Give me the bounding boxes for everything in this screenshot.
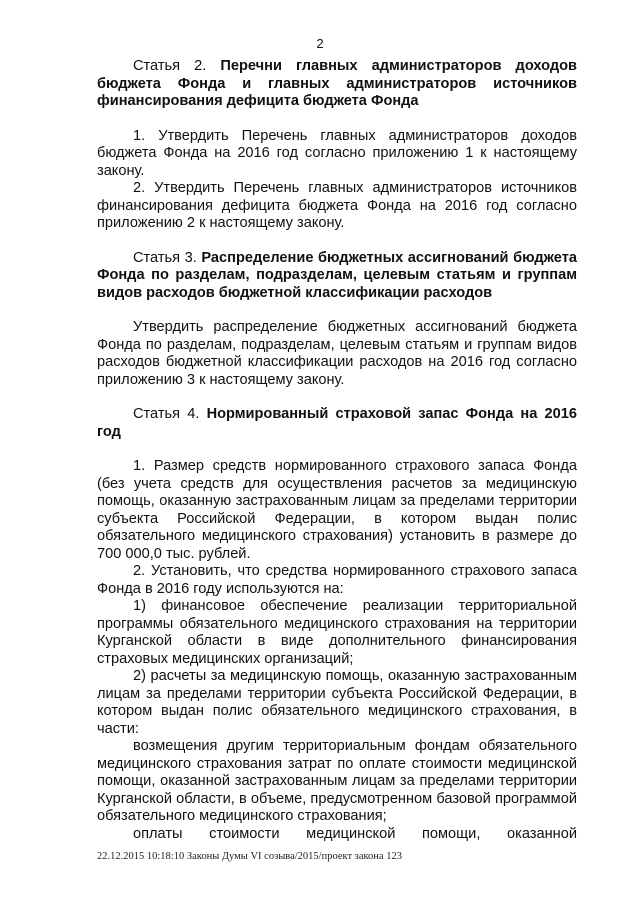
article-3-heading [97,250,577,303]
article-4-paragraph-1: 1. Размер средств нормированного страхового запаса Фонда (без учета средств для осуществления расчетов за медицинскую помощь, оказанную застрахованным лицам за пределами территории субъекта Российской Федерации, в котором выдан полис обязательного медицинского страхования) установить в размере до 700 000,0 тыс. рублей. [97,458,577,562]
article-3-label: Статья 3. [133,249,197,266]
article-3-title: Распределение бюджетных ассигнований бюджета Фонда по разделам, подразделам, целевым статьям и группам видов расходов бюджетной классификации расходов [97,249,577,301]
article-2-heading [97,58,577,111]
article-2-title: Перечни главных администраторов доходов бюджета Фонда и главных администраторов источников финансирования дефицита бюджета Фонда [97,58,577,109]
article-4-paragraph-5: возмещения другим территориальным фондам обязательного медицинского страхования затрат по оплате стоимости медицинской помощи, оказанной застрахованным лицам за пределами территории Курганской области, в объеме, предусмотренном базовой программой обязательного медицинского страхования; [97,738,577,824]
article-2-label: Статья 2. [133,58,207,74]
article-3-paragraph-1: Утвердить распределение бюджетных ассигнований бюджета Фонда по разделам, подразделам, целевым статьям и группам видов расходов бюджетной классификации расходов на 2016 год согласно приложению 3 к настоящему закону. [97,319,577,388]
article-4-title: Нормированный страховой запас Фонда на 2016 год [97,406,577,440]
article-4-paragraph-2: 2. Установить, что средства нормированного страхового запаса Фонда в 2016 году используются на: [97,563,577,597]
page-number: 2 [316,36,324,51]
article-2-paragraph-1: 1. Утвердить Перечень главных администраторов доходов бюджета Фонда на 2016 год согласно приложению 1 к настоящему закону. [97,127,577,179]
article-4-paragraph-3: 1) финансовое обеспечение реализации территориальной программы обязательного медицинского страхования на территории Курганской области в виде дополнительного финансирования страховых медицинских организаций; [97,598,577,667]
article-4-label: Статья 4. [133,406,200,422]
article-4-paragraph-4: 2) расчеты за медицинскую помощь, оказанную застрахованным лицам за пределами территории субъекта Российской Федерации, в котором выдан полис обязательного медицинского страхования, в части: [97,668,577,737]
article-4-paragraph-6: оплаты стоимости медицинской помощи, оказанной [133,825,577,842]
document-body [97,58,577,843]
article-4-heading [97,406,577,441]
article-2-paragraph-2: 2. Утвердить Перечень главных администраторов источников финансирования дефицита бюджета Фонда на 2016 год согласно приложению 2 к настоящему закону. [97,180,577,231]
document-footer: 22.12.2015 10:18:10 Законы Думы VI созыва/2015/проект закона 123 [97,851,402,862]
